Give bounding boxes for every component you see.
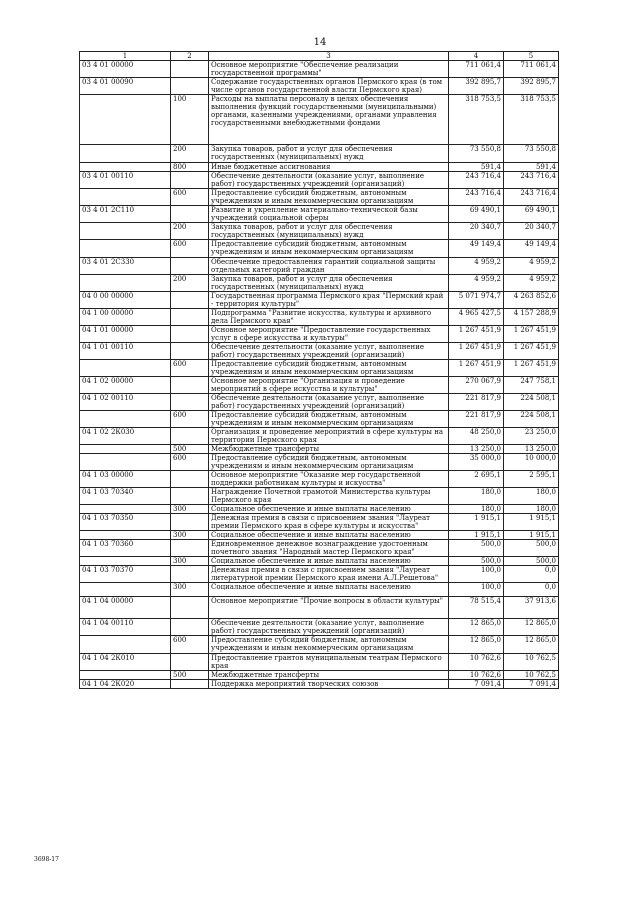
- cell-amount-2: 4 959,2: [504, 258, 559, 275]
- cell-name: Предоставление субсидий бюджетным, автономным учреждениям и иным некоммерческим организациям: [209, 189, 449, 206]
- cell-amount-1: 5 071 974,7: [449, 292, 504, 309]
- table-row: [80, 95, 559, 145]
- cell-name: Предоставление субсидий бюджетным, автономным учреждениям и иным некоммерческим организациям: [209, 360, 449, 377]
- cell-code: 03 4 01 00000: [80, 61, 171, 78]
- cell-expense-type: [171, 619, 209, 636]
- cell-code: 03 4 01 00110: [80, 172, 171, 189]
- cell-code: 04 1 03 70340: [80, 488, 171, 505]
- table-row: [80, 671, 559, 680]
- cell-amount-1: 49 149,4: [449, 240, 504, 258]
- cell-expense-type: [171, 292, 209, 309]
- table-row: [80, 505, 559, 514]
- cell-amount-1: 100,0: [449, 566, 504, 583]
- cell-expense-type: 600: [171, 411, 209, 428]
- cell-expense-type: 200: [171, 275, 209, 292]
- cell-amount-1: 12 865,0: [449, 636, 504, 654]
- cell-expense-type: [171, 566, 209, 583]
- cell-code: [80, 557, 171, 566]
- cell-expense-type: 300: [171, 505, 209, 514]
- cell-name: Межбюджетные трансферты: [209, 671, 449, 680]
- table-row: [80, 145, 559, 163]
- cell-code: [80, 445, 171, 454]
- table-header-row: [80, 52, 559, 61]
- cell-amount-2: 1 267 451,9: [504, 326, 559, 343]
- cell-amount-2: 1 267 451,9: [504, 360, 559, 377]
- cell-code: [80, 454, 171, 471]
- cell-name: Награждение Почетной грамотой Министерства культуры Пермского края: [209, 488, 449, 505]
- cell-code: [80, 223, 171, 240]
- cell-amount-2: 711 061,4: [504, 61, 559, 78]
- cell-code: [80, 240, 171, 258]
- cell-amount-2: 180,0: [504, 505, 559, 514]
- cell-code: [80, 505, 171, 514]
- cell-name: Основное мероприятие "Предоставление государственных услуг в сфере искусства и культуры": [209, 326, 449, 343]
- cell-amount-2: 12 865,0: [504, 619, 559, 636]
- cell-name: Предоставление субсидий бюджетным, автономным учреждениям и иным некоммерческим организациям: [209, 636, 449, 654]
- footer-code: 3698-17: [34, 856, 59, 863]
- cell-name: Иные бюджетные ассигнования: [209, 163, 449, 172]
- cell-amount-1: 318 753,5: [449, 95, 504, 145]
- cell-amount-2: 500,0: [504, 557, 559, 566]
- cell-name: Поддержка мероприятий творческих союзов: [209, 680, 449, 689]
- cell-amount-1: 10 762,6: [449, 671, 504, 680]
- table-row: [80, 454, 559, 471]
- cell-amount-1: 500,0: [449, 557, 504, 566]
- cell-expense-type: [171, 172, 209, 189]
- cell-amount-2: 224 508,1: [504, 411, 559, 428]
- cell-amount-1: 4 959,2: [449, 275, 504, 292]
- cell-expense-type: 300: [171, 583, 209, 597]
- cell-amount-1: 243 716,4: [449, 189, 504, 206]
- cell-amount-1: 13 250,0: [449, 445, 504, 454]
- cell-amount-2: 243 716,4: [504, 189, 559, 206]
- cell-name: Единовременное денежное вознаграждение удостоенным почетного звания "Народный мастер Пермского края": [209, 540, 449, 557]
- cell-amount-2: 500,0: [504, 540, 559, 557]
- cell-amount-2: 180,0: [504, 488, 559, 505]
- cell-amount-2: 0,0: [504, 566, 559, 583]
- cell-amount-2: 69 490,1: [504, 206, 559, 223]
- cell-amount-1: 1 915,1: [449, 531, 504, 540]
- table-row: [80, 411, 559, 428]
- cell-amount-2: 318 753,5: [504, 95, 559, 145]
- cell-name: Закупка товаров, работ и услуг для обеспечения государственных (муниципальных) нужд: [209, 275, 449, 292]
- table-row: [80, 377, 559, 394]
- cell-amount-2: 10 000,0: [504, 454, 559, 471]
- cell-expense-type: [171, 471, 209, 488]
- cell-amount-2: 20 340,7: [504, 223, 559, 240]
- cell-amount-2: 23 250,0: [504, 428, 559, 445]
- cell-amount-2: 49 149,4: [504, 240, 559, 258]
- column-header: 3: [209, 52, 449, 61]
- table-row: [80, 61, 559, 78]
- table-row: [80, 326, 559, 343]
- cell-expense-type: [171, 309, 209, 326]
- cell-expense-type: [171, 514, 209, 531]
- cell-amount-1: 73 550,8: [449, 145, 504, 163]
- cell-amount-1: 221 817,9: [449, 394, 504, 411]
- column-header: 2: [171, 52, 209, 61]
- cell-code: 04 1 00 00000: [80, 309, 171, 326]
- cell-expense-type: 600: [171, 636, 209, 654]
- cell-name: Обеспечение деятельности (оказание услуг, выполнение работ) государственных учреждений (организаций): [209, 172, 449, 189]
- cell-code: [80, 671, 171, 680]
- cell-amount-2: 247 758,1: [504, 377, 559, 394]
- table-row: [80, 428, 559, 445]
- table-row: [80, 163, 559, 172]
- cell-expense-type: 600: [171, 360, 209, 377]
- cell-code: [80, 95, 171, 145]
- cell-code: 04 1 03 70360: [80, 540, 171, 557]
- cell-amount-2: 2 595,1: [504, 471, 559, 488]
- cell-name: Предоставление субсидий бюджетным, автономным учреждениям и иным некоммерческим организациям: [209, 454, 449, 471]
- cell-code: [80, 531, 171, 540]
- cell-expense-type: [171, 597, 209, 619]
- cell-amount-2: 13 250,0: [504, 445, 559, 454]
- cell-expense-type: 200: [171, 223, 209, 240]
- page-number: 14: [313, 37, 327, 48]
- table-row: [80, 566, 559, 583]
- cell-code: 03 4 01 00090: [80, 78, 171, 95]
- table-row: [80, 223, 559, 240]
- cell-amount-2: 243 716,4: [504, 172, 559, 189]
- table-row: [80, 471, 559, 488]
- cell-expense-type: 500: [171, 445, 209, 454]
- cell-expense-type: 600: [171, 189, 209, 206]
- cell-amount-1: 270 067,9: [449, 377, 504, 394]
- cell-expense-type: [171, 428, 209, 445]
- cell-code: 04 1 04 00110: [80, 619, 171, 636]
- cell-name: Социальное обеспечение и иные выплаты населению: [209, 531, 449, 540]
- cell-expense-type: [171, 206, 209, 223]
- cell-expense-type: 600: [171, 454, 209, 471]
- cell-code: 04 0 00 00000: [80, 292, 171, 309]
- cell-name: Закупка товаров, работ и услуг для обеспечения государственных (муниципальных) нужд: [209, 145, 449, 163]
- cell-code: 03 4 01 2С330: [80, 258, 171, 275]
- cell-code: 03 4 01 2С110: [80, 206, 171, 223]
- cell-expense-type: [171, 394, 209, 411]
- cell-name: Обеспечение предоставления гарантий социальной защиты отдельных категорий граждан: [209, 258, 449, 275]
- cell-amount-2: 392 895,7: [504, 78, 559, 95]
- cell-code: [80, 360, 171, 377]
- table-row: [80, 445, 559, 454]
- cell-amount-1: 48 250,0: [449, 428, 504, 445]
- table-row: [80, 680, 559, 689]
- table-row: [80, 583, 559, 597]
- cell-amount-2: 1 915,1: [504, 531, 559, 540]
- cell-code: 04 1 03 00000: [80, 471, 171, 488]
- cell-name: Основное мероприятие "Прочие вопросы в области культуры": [209, 597, 449, 619]
- cell-amount-1: 221 817,9: [449, 411, 504, 428]
- table-row: [80, 206, 559, 223]
- cell-amount-1: 1 267 451,9: [449, 326, 504, 343]
- cell-amount-2: 4 959,2: [504, 275, 559, 292]
- cell-expense-type: [171, 258, 209, 275]
- cell-amount-1: 4 965 427,5: [449, 309, 504, 326]
- cell-amount-1: 711 061,4: [449, 61, 504, 78]
- cell-expense-type: 600: [171, 240, 209, 258]
- cell-amount-1: 100,0: [449, 583, 504, 597]
- cell-amount-1: 10 762,6: [449, 654, 504, 671]
- cell-name: Подпрограмма "Развитие искусства, культуры и архивного дела Пермского края": [209, 309, 449, 326]
- cell-amount-2: 10 762,5: [504, 654, 559, 671]
- table-row: [80, 360, 559, 377]
- cell-amount-2: 10 762,5: [504, 671, 559, 680]
- cell-code: [80, 189, 171, 206]
- cell-name: Межбюджетные трансферты: [209, 445, 449, 454]
- cell-amount-2: 73 550,8: [504, 145, 559, 163]
- cell-amount-2: 4 157 288,9: [504, 309, 559, 326]
- cell-code: [80, 411, 171, 428]
- cell-code: 04 1 02 2К030: [80, 428, 171, 445]
- table-row: [80, 258, 559, 275]
- cell-amount-1: 243 716,4: [449, 172, 504, 189]
- cell-expense-type: [171, 377, 209, 394]
- cell-amount-1: 1 915,1: [449, 514, 504, 531]
- cell-name: Обеспечение деятельности (оказание услуг, выполнение работ) государственных учреждений (организаций): [209, 394, 449, 411]
- cell-code: [80, 145, 171, 163]
- cell-expense-type: [171, 61, 209, 78]
- cell-expense-type: 300: [171, 557, 209, 566]
- cell-code: 04 1 01 00110: [80, 343, 171, 360]
- table-row: [80, 394, 559, 411]
- cell-expense-type: [171, 654, 209, 671]
- budget-table: [79, 51, 559, 689]
- table-row: [80, 172, 559, 189]
- cell-name: Денежная премия в связи с присвоением звания "Лауреат литературной премии Пермского края имени А.Л.Решетова": [209, 566, 449, 583]
- cell-amount-1: 4 959,2: [449, 258, 504, 275]
- cell-expense-type: [171, 326, 209, 343]
- table-row: [80, 597, 559, 619]
- cell-amount-1: 392 895,7: [449, 78, 504, 95]
- cell-amount-2: 1 267 451,9: [504, 343, 559, 360]
- cell-expense-type: 500: [171, 671, 209, 680]
- cell-amount-2: 591,4: [504, 163, 559, 172]
- cell-amount-1: 20 340,7: [449, 223, 504, 240]
- cell-name: Обеспечение деятельности (оказание услуг, выполнение работ) государственных учреждений (организаций): [209, 343, 449, 360]
- cell-name: Расходы на выплаты персоналу в целях обеспечения выполнения функций государственными (муниципальными) органами, казенными учреждениями, органами управления государственными внебюджетными фондами: [209, 95, 449, 145]
- table-row: [80, 557, 559, 566]
- table-row: [80, 309, 559, 326]
- cell-name: Обеспечение деятельности (оказание услуг, выполнение работ) государственных учреждений (организаций): [209, 619, 449, 636]
- table-row: [80, 636, 559, 654]
- table-row: [80, 275, 559, 292]
- cell-amount-1: 1 267 451,9: [449, 343, 504, 360]
- table-row: [80, 514, 559, 531]
- table-row: [80, 343, 559, 360]
- cell-expense-type: [171, 540, 209, 557]
- column-header: 1: [80, 52, 171, 61]
- cell-amount-1: 12 865,0: [449, 619, 504, 636]
- cell-amount-1: 2 695,1: [449, 471, 504, 488]
- cell-name: Денежная премия в связи с присвоением звания "Лауреат премии Пермского края в сфере культуры и искусства": [209, 514, 449, 531]
- cell-name: Предоставление субсидий бюджетным, автономным учреждениям и иным некоммерческим организациям: [209, 240, 449, 258]
- cell-name: Основное мероприятие "Оказание мер государственной поддержки работникам культуры и искусства": [209, 471, 449, 488]
- table-row: [80, 540, 559, 557]
- cell-name: Развитие и укрепление материально-технической базы учреждений социальной сферы: [209, 206, 449, 223]
- cell-amount-1: 180,0: [449, 488, 504, 505]
- cell-amount-1: 591,4: [449, 163, 504, 172]
- cell-code: [80, 583, 171, 597]
- table-row: [80, 240, 559, 258]
- cell-code: 04 1 04 2К020: [80, 680, 171, 689]
- cell-code: 04 1 03 70370: [80, 566, 171, 583]
- table-row: [80, 292, 559, 309]
- cell-amount-2: 7 091,4: [504, 680, 559, 689]
- cell-amount-1: 500,0: [449, 540, 504, 557]
- cell-amount-1: 1 267 451,9: [449, 360, 504, 377]
- cell-amount-2: 4 263 852,6: [504, 292, 559, 309]
- cell-expense-type: [171, 78, 209, 95]
- cell-name: Содержание государственных органов Пермского края (в том числе органов государственной власти Пермского края): [209, 78, 449, 95]
- cell-code: 04 1 01 00000: [80, 326, 171, 343]
- cell-name: Предоставление грантов муниципальным театрам Пермского края: [209, 654, 449, 671]
- cell-expense-type: [171, 488, 209, 505]
- cell-code: 04 1 04 2К010: [80, 654, 171, 671]
- cell-name: Социальное обеспечение и иные выплаты населению: [209, 505, 449, 514]
- cell-amount-1: 180,0: [449, 505, 504, 514]
- cell-code: [80, 163, 171, 172]
- cell-name: Организация и проведение мероприятий в сфере культуры на территории Пермского края: [209, 428, 449, 445]
- cell-name: Закупка товаров, работ и услуг для обеспечения государственных (муниципальных) нужд: [209, 223, 449, 240]
- cell-amount-1: 7 091,4: [449, 680, 504, 689]
- cell-code: 04 1 02 00110: [80, 394, 171, 411]
- cell-code: 04 1 02 00000: [80, 377, 171, 394]
- table-row: [80, 189, 559, 206]
- table-row: [80, 78, 559, 95]
- cell-expense-type: [171, 343, 209, 360]
- cell-expense-type: 300: [171, 531, 209, 540]
- cell-code: [80, 275, 171, 292]
- cell-amount-2: 224 508,1: [504, 394, 559, 411]
- table-row: [80, 488, 559, 505]
- cell-code: 04 1 04 00000: [80, 597, 171, 619]
- cell-name: Основное мероприятие "Организация и проведение мероприятий в сфере искусства и культуры": [209, 377, 449, 394]
- column-header: 5: [504, 52, 559, 61]
- cell-code: 04 1 03 70350: [80, 514, 171, 531]
- column-header: 4: [449, 52, 504, 61]
- table-row: [80, 531, 559, 540]
- cell-expense-type: [171, 680, 209, 689]
- cell-name: Социальное обеспечение и иные выплаты населению: [209, 557, 449, 566]
- cell-expense-type: 200: [171, 145, 209, 163]
- cell-expense-type: 100: [171, 95, 209, 145]
- cell-amount-2: 37 913,6: [504, 597, 559, 619]
- table-body: [80, 61, 559, 689]
- cell-amount-2: 12 865,0: [504, 636, 559, 654]
- table-row: [80, 654, 559, 671]
- cell-code: [80, 636, 171, 654]
- cell-name: Социальное обеспечение и иные выплаты населению: [209, 583, 449, 597]
- cell-amount-1: 69 490,1: [449, 206, 504, 223]
- table-row: [80, 619, 559, 636]
- cell-name: Основное мероприятие "Обеспечение реализации государственной программы": [209, 61, 449, 78]
- cell-amount-1: 35 000,0: [449, 454, 504, 471]
- cell-name: Государственная программа Пермского края "Пермский край - территория культуры": [209, 292, 449, 309]
- cell-name: Предоставление субсидий бюджетным, автономным учреждениям и иным некоммерческим организациям: [209, 411, 449, 428]
- cell-amount-1: 78 515,4: [449, 597, 504, 619]
- cell-amount-2: 1 915,1: [504, 514, 559, 531]
- cell-amount-2: 0,0: [504, 583, 559, 597]
- cell-expense-type: 800: [171, 163, 209, 172]
